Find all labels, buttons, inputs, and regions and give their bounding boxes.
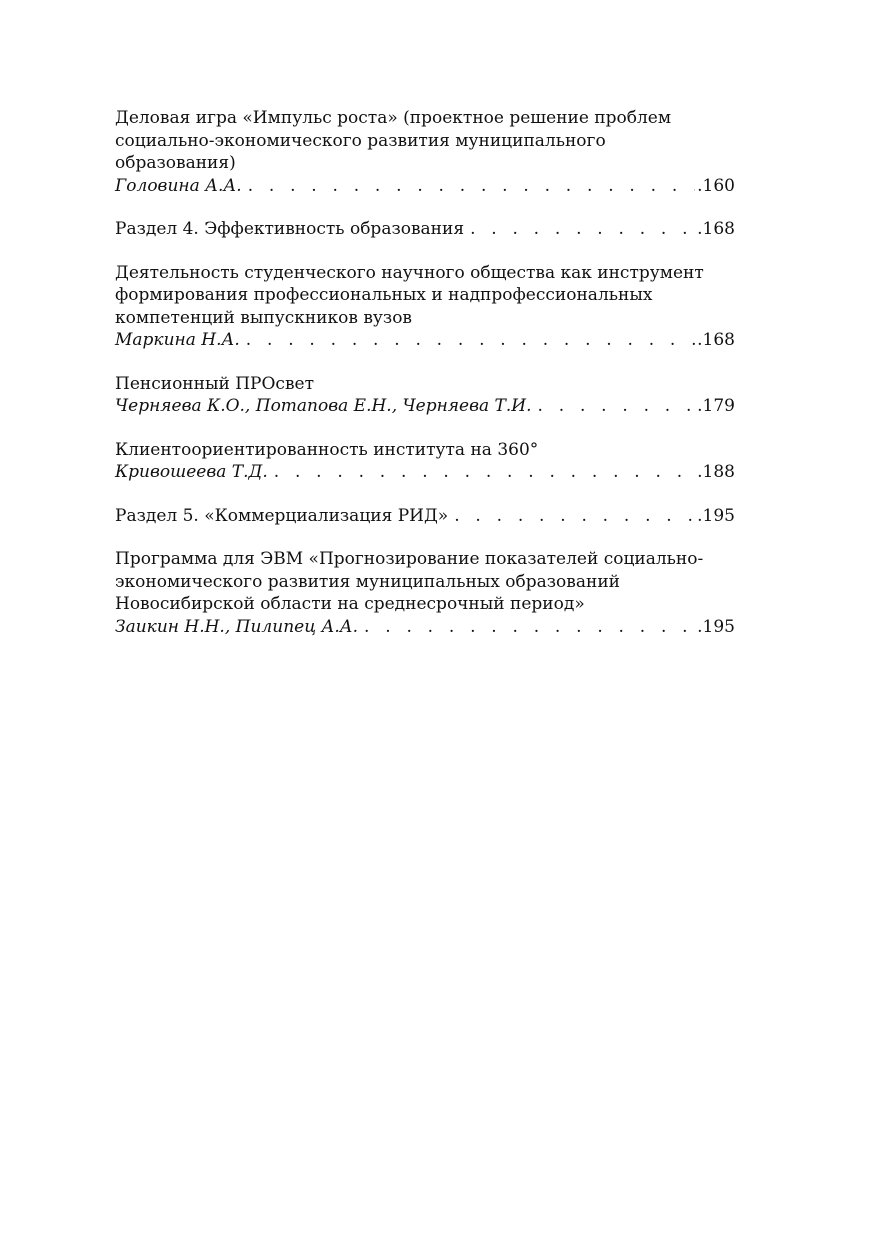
page-number: .195 xyxy=(697,616,735,637)
entry-author-line xyxy=(115,175,735,198)
section-title: Раздел 4. Эффективность образования xyxy=(115,219,465,239)
dot-leader xyxy=(538,395,696,418)
entry-authors: Заикин Н.Н., Пилипец А.А. xyxy=(115,616,359,637)
toc-entry xyxy=(115,548,735,638)
dot-leader xyxy=(246,329,695,352)
page-number: .195 xyxy=(697,505,735,526)
entry-title-line: экономического развития муниципальных образований xyxy=(115,571,620,592)
dot-leader xyxy=(454,505,695,528)
page-number: .168 xyxy=(697,330,735,350)
entry-title-line: Новосибирской области на среднесрочный период» xyxy=(115,594,585,614)
toc-section xyxy=(115,505,735,528)
page-number: .168 xyxy=(697,219,735,239)
entry-title-line: Пенсионный ПРОсвет xyxy=(115,373,314,394)
toc-entry xyxy=(115,439,735,484)
toc-entry xyxy=(115,107,735,197)
entry-title-line: образования) xyxy=(115,153,236,173)
entry-authors: Черняева К.О., Потапова Е.Н., Черняева Т.И. xyxy=(115,396,532,416)
page-number: .188 xyxy=(697,462,735,482)
dot-leader xyxy=(274,461,695,484)
entry-author-line xyxy=(115,616,735,639)
entry-author-line xyxy=(115,395,735,418)
entry-title-line: формирования профессиональных и надпрофессиональных xyxy=(115,285,653,305)
entry-authors: Маркина Н.А. xyxy=(115,330,240,350)
entry-title-line: социально-экономического развития муниципального xyxy=(115,130,606,151)
section-title: Раздел 5. «Коммерциализация РИД» xyxy=(115,505,449,526)
entry-title-line: Программа для ЭВМ «Прогнозирование показателей социально- xyxy=(115,549,704,569)
entry-title-line: Деловая игра «Импульс роста» (проектное решение проблем xyxy=(115,108,672,128)
entry-authors: Кривошеева Т.Д. xyxy=(115,462,268,482)
page-number: .179 xyxy=(697,396,735,416)
page-number: .160 xyxy=(697,175,735,196)
table-of-contents xyxy=(115,107,735,659)
dot-leader xyxy=(470,218,695,241)
dot-leader xyxy=(364,616,695,639)
entry-author-line xyxy=(115,329,735,352)
entry-authors: Головина А.А. xyxy=(115,175,242,196)
toc-section xyxy=(115,218,735,241)
dot-leader xyxy=(248,175,695,198)
entry-title-line: Клиентоориентированность института на 360° xyxy=(115,439,539,460)
entry-title-line: Деятельность студенческого научного общества как инструмент xyxy=(115,262,704,283)
entry-title-line: компетенций выпускников вузов xyxy=(115,307,412,328)
section-line xyxy=(115,505,735,528)
toc-entry xyxy=(115,262,735,352)
section-line xyxy=(115,218,735,241)
toc-entry xyxy=(115,373,735,418)
entry-author-line xyxy=(115,461,735,484)
